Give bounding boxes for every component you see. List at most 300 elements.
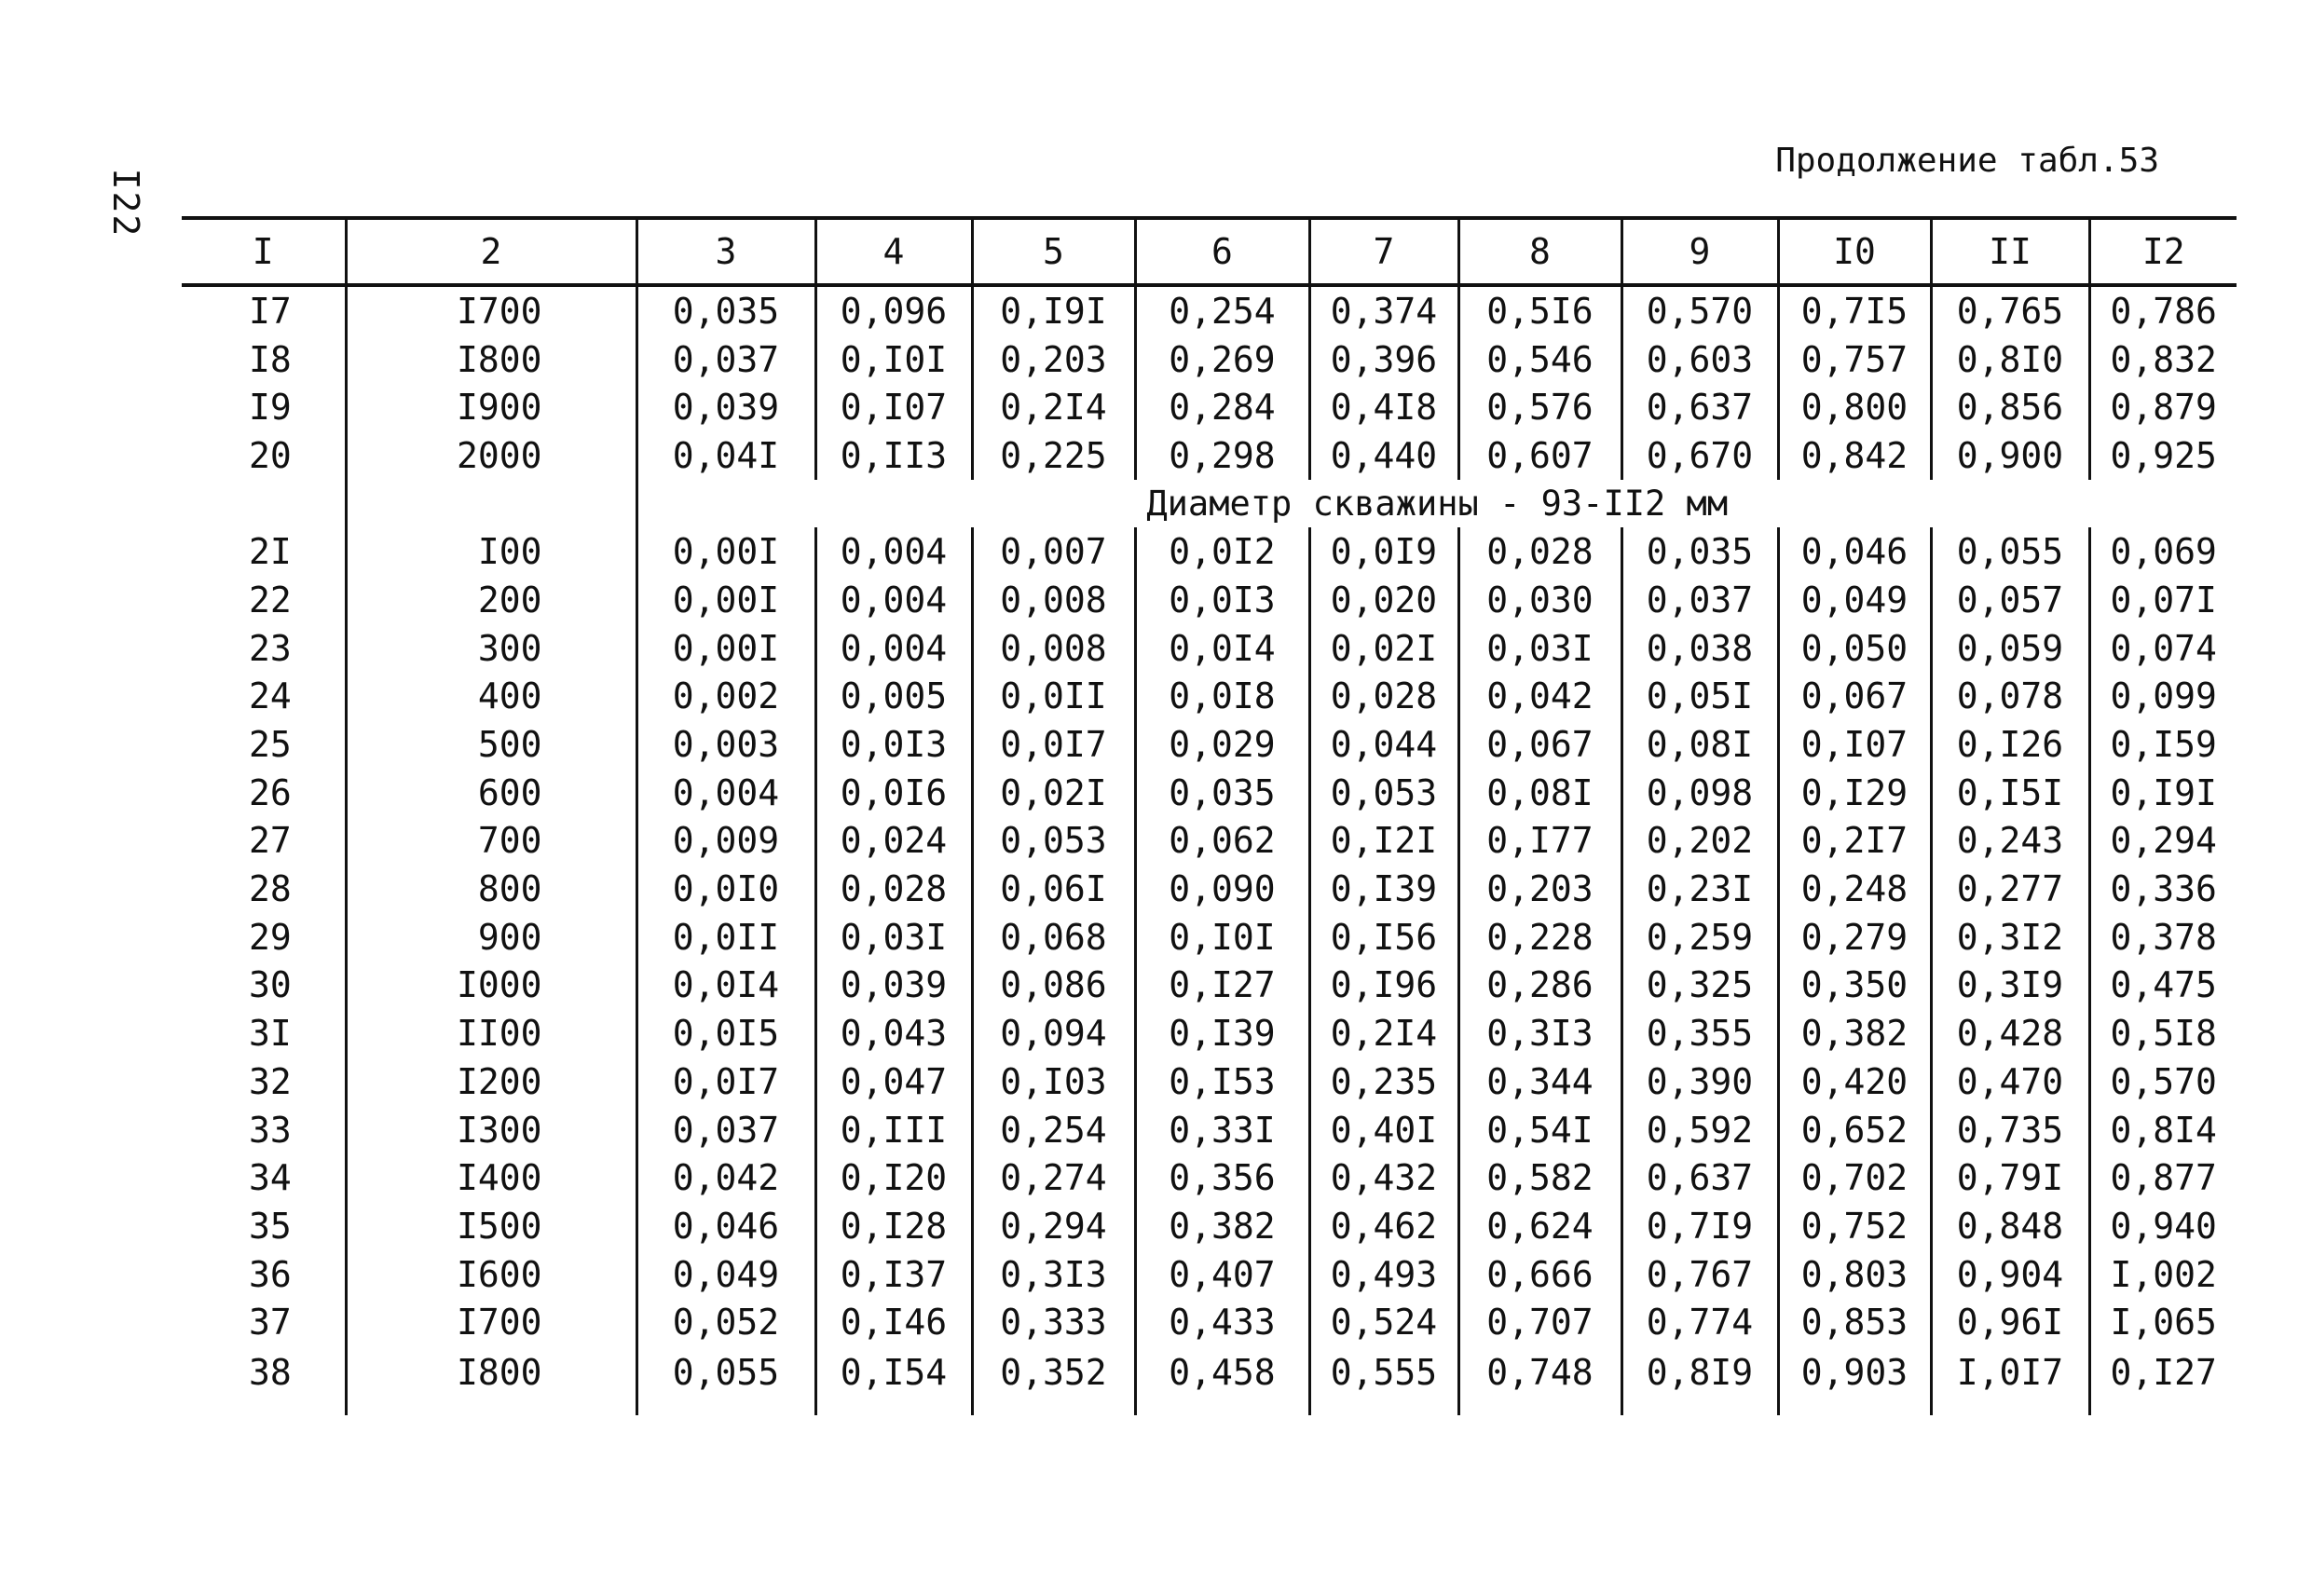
value-cell: 0,228 bbox=[1458, 913, 1621, 962]
table-row bbox=[182, 1250, 2237, 1299]
column-header: 4 bbox=[815, 218, 972, 285]
value-cell: 0,856 bbox=[1931, 383, 2089, 431]
value-cell: 0,046 bbox=[1778, 527, 1931, 576]
value-cell: 0,254 bbox=[1135, 285, 1309, 335]
depth-cell: 900 bbox=[346, 913, 636, 962]
value-cell: 0,225 bbox=[972, 431, 1135, 480]
value-cell: 0,5I8 bbox=[2089, 1009, 2237, 1057]
row-number-cell: 34 bbox=[249, 1157, 292, 1199]
value-cell: 0,202 bbox=[1621, 817, 1778, 866]
value-cell: 0,274 bbox=[972, 1153, 1135, 1202]
value-cell: 0,2I4 bbox=[972, 383, 1135, 431]
column-header: 6 bbox=[1135, 218, 1309, 285]
value-cell: 0,382 bbox=[1778, 1009, 1931, 1057]
value-cell: 0,059 bbox=[1931, 624, 2089, 673]
page-number: I22 bbox=[105, 168, 146, 239]
value-cell: 0,440 bbox=[1309, 431, 1458, 480]
table-row bbox=[182, 1057, 2237, 1106]
value-cell: 0,848 bbox=[1931, 1202, 2089, 1250]
depth-cell: I600 bbox=[346, 1250, 636, 1299]
table-row bbox=[182, 1346, 2237, 1415]
table-header bbox=[182, 218, 2237, 285]
value-cell: 0,008 bbox=[972, 576, 1135, 624]
value-cell: 0,0I8 bbox=[1135, 673, 1309, 721]
value-cell: 0,00I bbox=[636, 576, 815, 624]
table-row bbox=[182, 1298, 2237, 1346]
value-cell: 0,I5I bbox=[1931, 769, 2089, 817]
value-cell: 0,0I4 bbox=[636, 962, 815, 1010]
depth-cell: I200 bbox=[346, 1057, 636, 1106]
value-cell: 0,752 bbox=[1778, 1202, 1931, 1250]
value-cell: 0,086 bbox=[972, 962, 1135, 1010]
value-cell: 0,030 bbox=[1458, 576, 1621, 624]
value-cell: 0,0II bbox=[972, 673, 1135, 721]
value-cell: 0,053 bbox=[1309, 769, 1458, 817]
value-cell: 0,I37 bbox=[815, 1250, 972, 1299]
value-cell: 0,79I bbox=[1931, 1153, 2089, 1202]
value-cell: 0,748 bbox=[1458, 1346, 1621, 1415]
value-cell: 0,004 bbox=[815, 576, 972, 624]
value-cell: 0,254 bbox=[972, 1106, 1135, 1154]
value-cell: 0,624 bbox=[1458, 1202, 1621, 1250]
value-cell: 0,8I4 bbox=[2089, 1106, 2237, 1154]
value-cell: 0,039 bbox=[815, 962, 972, 1010]
value-cell: 0,344 bbox=[1458, 1057, 1621, 1106]
table-row bbox=[182, 913, 2237, 962]
depth-cell: I400 bbox=[346, 1153, 636, 1202]
value-cell: 0,592 bbox=[1621, 1106, 1778, 1154]
value-cell: 0,I03 bbox=[972, 1057, 1135, 1106]
depth-cell: I500 bbox=[346, 1202, 636, 1250]
value-cell: 0,0II bbox=[636, 913, 815, 962]
value-cell: 0,702 bbox=[1778, 1153, 1931, 1202]
table-row bbox=[182, 527, 2237, 576]
value-cell: 0,420 bbox=[1778, 1057, 1931, 1106]
value-cell: 0,803 bbox=[1778, 1250, 1931, 1299]
value-cell: 0,067 bbox=[1778, 673, 1931, 721]
depth-cell: I00 bbox=[346, 527, 636, 576]
value-cell: 0,0I5 bbox=[636, 1009, 815, 1057]
value-cell: 0,I46 bbox=[815, 1298, 972, 1346]
value-cell: 0,099 bbox=[2089, 673, 2237, 721]
value-cell: 0,II3 bbox=[815, 431, 972, 480]
value-cell: 0,0I7 bbox=[972, 720, 1135, 769]
value-cell: 0,0I4 bbox=[1135, 624, 1309, 673]
table-row bbox=[182, 383, 2237, 431]
table-row bbox=[182, 673, 2237, 721]
value-cell: 0,396 bbox=[1309, 335, 1458, 384]
value-cell: 0,294 bbox=[972, 1202, 1135, 1250]
value-cell: 0,004 bbox=[815, 527, 972, 576]
value-cell: 0,00I bbox=[636, 624, 815, 673]
value-cell: 0,800 bbox=[1778, 383, 1931, 431]
value-cell: 0,203 bbox=[1458, 865, 1621, 913]
value-cell: 0,069 bbox=[2089, 527, 2237, 576]
row-number-cell: 25 bbox=[249, 724, 292, 766]
depth-cell: 500 bbox=[346, 720, 636, 769]
column-header: 2 bbox=[346, 218, 636, 285]
value-cell: 0,735 bbox=[1931, 1106, 2089, 1154]
value-cell: 0,055 bbox=[1931, 527, 2089, 576]
row-number-cell: 3I bbox=[249, 1013, 292, 1055]
value-cell: 0,I39 bbox=[1135, 1009, 1309, 1057]
value-cell: 0,02I bbox=[972, 769, 1135, 817]
value-cell: 0,333 bbox=[972, 1298, 1135, 1346]
value-cell: 0,004 bbox=[636, 769, 815, 817]
row-number-cell: 22 bbox=[249, 579, 292, 621]
value-cell: 0,028 bbox=[1458, 527, 1621, 576]
value-cell: 0,428 bbox=[1931, 1009, 2089, 1057]
value-cell: 0,637 bbox=[1621, 383, 1778, 431]
value-cell: 0,I27 bbox=[2089, 1346, 2237, 1415]
row-number-cell: I9 bbox=[249, 387, 292, 429]
row-number-cell: 38 bbox=[249, 1352, 292, 1394]
column-header: I2 bbox=[2089, 218, 2237, 285]
value-cell: 0,I9I bbox=[2089, 769, 2237, 817]
value-cell: 0,336 bbox=[2089, 865, 2237, 913]
value-cell: 0,940 bbox=[2089, 1202, 2237, 1250]
value-cell: 0,096 bbox=[815, 285, 972, 335]
value-cell: 0,879 bbox=[2089, 383, 2237, 431]
column-header: 3 bbox=[636, 218, 815, 285]
value-cell: 0,374 bbox=[1309, 285, 1458, 335]
value-cell: 0,005 bbox=[815, 673, 972, 721]
value-cell: I,065 bbox=[2089, 1298, 2237, 1346]
depth-cell: I700 bbox=[346, 285, 636, 335]
value-cell: 0,074 bbox=[2089, 624, 2237, 673]
value-cell: 0,I28 bbox=[815, 1202, 972, 1250]
value-cell: 0,I26 bbox=[1931, 720, 2089, 769]
value-cell: 0,042 bbox=[636, 1153, 815, 1202]
value-cell: 0,546 bbox=[1458, 335, 1621, 384]
value-cell: 0,042 bbox=[1458, 673, 1621, 721]
value-cell: 0,062 bbox=[1135, 817, 1309, 866]
value-cell: 0,050 bbox=[1778, 624, 1931, 673]
value-cell: 0,035 bbox=[1621, 527, 1778, 576]
value-cell: 0,269 bbox=[1135, 335, 1309, 384]
depth-cell: II00 bbox=[346, 1009, 636, 1057]
depth-cell: I300 bbox=[346, 1106, 636, 1154]
value-cell: 0,2I4 bbox=[1309, 1009, 1458, 1057]
value-cell: 0,900 bbox=[1931, 431, 2089, 480]
value-cell: 0,08I bbox=[1458, 769, 1621, 817]
table-row bbox=[182, 335, 2237, 384]
depth-cell: 700 bbox=[346, 817, 636, 866]
table-body bbox=[182, 285, 2237, 1415]
value-cell: 0,757 bbox=[1778, 335, 1931, 384]
value-cell: 0,390 bbox=[1621, 1057, 1778, 1106]
column-header: II bbox=[1931, 218, 2089, 285]
row-number-cell: 36 bbox=[249, 1253, 292, 1295]
value-cell: 0,470 bbox=[1931, 1057, 2089, 1106]
value-cell: 0,670 bbox=[1621, 431, 1778, 480]
value-cell: 0,037 bbox=[636, 335, 815, 384]
depth-cell: 200 bbox=[346, 576, 636, 624]
value-cell: 0,294 bbox=[2089, 817, 2237, 866]
value-cell: 0,5I6 bbox=[1458, 285, 1621, 335]
row-number-cell: 35 bbox=[249, 1205, 292, 1247]
table-row bbox=[182, 865, 2237, 913]
value-cell: 0,I0I bbox=[815, 335, 972, 384]
depth-cell: I700 bbox=[346, 1298, 636, 1346]
value-cell: 0,044 bbox=[1309, 720, 1458, 769]
value-cell: 0,3I3 bbox=[972, 1250, 1135, 1299]
value-cell: 0,08I bbox=[1621, 720, 1778, 769]
value-cell: 0,350 bbox=[1778, 962, 1931, 1010]
value-cell: 0,I53 bbox=[1135, 1057, 1309, 1106]
value-cell: 0,279 bbox=[1778, 913, 1931, 962]
value-cell: 0,009 bbox=[636, 817, 815, 866]
row-number-cell: I7 bbox=[249, 290, 292, 332]
value-cell: 0,432 bbox=[1309, 1153, 1458, 1202]
value-cell: 0,068 bbox=[972, 913, 1135, 962]
value-cell: 0,002 bbox=[636, 673, 815, 721]
value-cell: 0,049 bbox=[636, 1250, 815, 1299]
depth-cell: 800 bbox=[346, 865, 636, 913]
value-cell: 0,7I9 bbox=[1621, 1202, 1778, 1250]
value-cell: 0,020 bbox=[1309, 576, 1458, 624]
value-cell: 0,3I2 bbox=[1931, 913, 2089, 962]
value-cell: 0,0I2 bbox=[1135, 527, 1309, 576]
depth-cell: I800 bbox=[346, 335, 636, 384]
value-cell: 0,904 bbox=[1931, 1250, 2089, 1299]
column-header: I0 bbox=[1778, 218, 1931, 285]
value-cell: 0,325 bbox=[1621, 962, 1778, 1010]
column-header: 5 bbox=[972, 218, 1135, 285]
value-cell: 0,003 bbox=[636, 720, 815, 769]
value-cell: 0,603 bbox=[1621, 335, 1778, 384]
table-row bbox=[182, 1153, 2237, 1202]
row-number-cell: 23 bbox=[249, 627, 292, 669]
value-cell: 0,355 bbox=[1621, 1009, 1778, 1057]
table-row bbox=[182, 624, 2237, 673]
value-cell: 0,765 bbox=[1931, 285, 2089, 335]
value-cell: 0,570 bbox=[2089, 1057, 2237, 1106]
value-cell: 0,33I bbox=[1135, 1106, 1309, 1154]
value-cell: 0,407 bbox=[1135, 1250, 1309, 1299]
row-number-cell: 29 bbox=[249, 916, 292, 958]
value-cell: 0,570 bbox=[1621, 285, 1778, 335]
row-number-cell: 2I bbox=[249, 531, 292, 573]
value-cell: 0,4I8 bbox=[1309, 383, 1458, 431]
value-cell: 0,0I0 bbox=[636, 865, 815, 913]
value-cell: 0,055 bbox=[636, 1346, 815, 1415]
value-cell: 0,433 bbox=[1135, 1298, 1309, 1346]
value-cell: 0,555 bbox=[1309, 1346, 1458, 1415]
value-cell: 0,00I bbox=[636, 527, 815, 576]
value-cell: 0,284 bbox=[1135, 383, 1309, 431]
row-number-cell: 33 bbox=[249, 1109, 292, 1151]
row-number-cell: I8 bbox=[249, 338, 292, 380]
value-cell: 0,259 bbox=[1621, 913, 1778, 962]
value-cell: 0,I29 bbox=[1778, 769, 1931, 817]
blank-cell bbox=[346, 480, 636, 528]
value-cell: 0,04I bbox=[636, 431, 815, 480]
table-row bbox=[182, 769, 2237, 817]
value-cell: 0,903 bbox=[1778, 1346, 1931, 1415]
value-cell: 0,I27 bbox=[1135, 962, 1309, 1010]
row-number-cell: 32 bbox=[249, 1060, 292, 1102]
value-cell: 0,03I bbox=[815, 913, 972, 962]
depth-cell: 2000 bbox=[346, 431, 636, 480]
value-cell: 0,356 bbox=[1135, 1153, 1309, 1202]
value-cell: 0,007 bbox=[972, 527, 1135, 576]
row-number-cell: 26 bbox=[249, 771, 292, 813]
value-cell: 0,I2I bbox=[1309, 817, 1458, 866]
table-row bbox=[182, 1106, 2237, 1154]
value-cell: 0,029 bbox=[1135, 720, 1309, 769]
value-cell: 0,I54 bbox=[815, 1346, 972, 1415]
value-cell: 0,0I3 bbox=[815, 720, 972, 769]
value-cell: I,0I7 bbox=[1931, 1346, 2089, 1415]
value-cell: 0,877 bbox=[2089, 1153, 2237, 1202]
value-cell: 0,004 bbox=[815, 624, 972, 673]
depth-cell: 300 bbox=[346, 624, 636, 673]
row-number-cell: 28 bbox=[249, 868, 292, 910]
value-cell: 0,046 bbox=[636, 1202, 815, 1250]
value-cell: 0,8I9 bbox=[1621, 1346, 1778, 1415]
value-cell: 0,462 bbox=[1309, 1202, 1458, 1250]
table-row bbox=[182, 576, 2237, 624]
value-cell: 0,96I bbox=[1931, 1298, 2089, 1346]
value-cell: 0,607 bbox=[1458, 431, 1621, 480]
value-cell: 0,047 bbox=[815, 1057, 972, 1106]
value-cell: 0,I96 bbox=[1309, 962, 1458, 1010]
value-cell: 0,035 bbox=[636, 285, 815, 335]
value-cell: 0,853 bbox=[1778, 1298, 1931, 1346]
column-header: 9 bbox=[1621, 218, 1778, 285]
value-cell: 0,475 bbox=[2089, 962, 2237, 1010]
value-cell: 0,382 bbox=[1135, 1202, 1309, 1250]
column-header: 8 bbox=[1458, 218, 1621, 285]
section-title: Диаметр скважины - 93-II2 мм bbox=[636, 480, 2237, 528]
value-cell: 0,043 bbox=[815, 1009, 972, 1057]
value-cell: 0,842 bbox=[1778, 431, 1931, 480]
value-cell: 0,07I bbox=[2089, 576, 2237, 624]
value-cell: 0,090 bbox=[1135, 865, 1309, 913]
value-cell: 0,052 bbox=[636, 1298, 815, 1346]
value-cell: 0,037 bbox=[1621, 576, 1778, 624]
value-cell: 0,I56 bbox=[1309, 913, 1458, 962]
value-cell: 0,I07 bbox=[815, 383, 972, 431]
value-cell: 0,243 bbox=[1931, 817, 2089, 866]
value-cell: 0,925 bbox=[2089, 431, 2237, 480]
value-cell: 0,235 bbox=[1309, 1057, 1458, 1106]
table-row bbox=[182, 1009, 2237, 1057]
value-cell: 0,024 bbox=[815, 817, 972, 866]
value-cell: 0,524 bbox=[1309, 1298, 1458, 1346]
value-cell: 0,774 bbox=[1621, 1298, 1778, 1346]
row-number-cell: 37 bbox=[249, 1302, 292, 1344]
table-caption: Продолжение табл.53 bbox=[1775, 142, 2159, 180]
value-cell: 0,493 bbox=[1309, 1250, 1458, 1299]
value-cell: 0,576 bbox=[1458, 383, 1621, 431]
value-cell: 0,049 bbox=[1778, 576, 1931, 624]
value-cell: I,002 bbox=[2089, 1250, 2237, 1299]
value-cell: 0,057 bbox=[1931, 576, 2089, 624]
value-cell: 0,54I bbox=[1458, 1106, 1621, 1154]
value-cell: 0,7I5 bbox=[1778, 285, 1931, 335]
value-cell: 0,008 bbox=[972, 624, 1135, 673]
value-cell: 0,I39 bbox=[1309, 865, 1458, 913]
value-cell: 0,III bbox=[815, 1106, 972, 1154]
value-cell: 0,094 bbox=[972, 1009, 1135, 1057]
row-number-cell: 24 bbox=[249, 675, 292, 717]
value-cell: 0,767 bbox=[1621, 1250, 1778, 1299]
value-cell: 0,028 bbox=[815, 865, 972, 913]
value-cell: 0,582 bbox=[1458, 1153, 1621, 1202]
value-cell: 0,I0I bbox=[1135, 913, 1309, 962]
value-cell: 0,23I bbox=[1621, 865, 1778, 913]
column-header: I bbox=[182, 218, 346, 285]
value-cell: 0,038 bbox=[1621, 624, 1778, 673]
value-cell: 0,666 bbox=[1458, 1250, 1621, 1299]
depth-cell: 600 bbox=[346, 769, 636, 817]
table-row bbox=[182, 1202, 2237, 1250]
value-cell: 0,378 bbox=[2089, 913, 2237, 962]
value-cell: 0,035 bbox=[1135, 769, 1309, 817]
value-cell: 0,248 bbox=[1778, 865, 1931, 913]
row-number-cell: 20 bbox=[249, 434, 292, 476]
value-cell: 0,06I bbox=[972, 865, 1135, 913]
depth-cell: I000 bbox=[346, 962, 636, 1010]
value-cell: 0,286 bbox=[1458, 962, 1621, 1010]
blank-cell bbox=[182, 480, 346, 528]
value-cell: 0,I07 bbox=[1778, 720, 1931, 769]
depth-cell: I800 bbox=[346, 1346, 636, 1415]
table-row bbox=[182, 720, 2237, 769]
value-cell: 0,05I bbox=[1621, 673, 1778, 721]
value-cell: 0,053 bbox=[972, 817, 1135, 866]
value-cell: 0,0I3 bbox=[1135, 576, 1309, 624]
value-cell: 0,2I7 bbox=[1778, 817, 1931, 866]
value-cell: 0,203 bbox=[972, 335, 1135, 384]
value-cell: 0,03I bbox=[1458, 624, 1621, 673]
row-number-cell: 30 bbox=[249, 964, 292, 1006]
column-header: 7 bbox=[1309, 218, 1458, 285]
value-cell: 0,I20 bbox=[815, 1153, 972, 1202]
value-cell: 0,832 bbox=[2089, 335, 2237, 384]
table-row bbox=[182, 962, 2237, 1010]
value-cell: 0,I77 bbox=[1458, 817, 1621, 866]
table-row bbox=[182, 817, 2237, 866]
value-cell: 0,I9I bbox=[972, 285, 1135, 335]
value-cell: 0,637 bbox=[1621, 1153, 1778, 1202]
table-row bbox=[182, 431, 2237, 480]
value-cell: 0,3I9 bbox=[1931, 962, 2089, 1010]
value-cell: 0,098 bbox=[1621, 769, 1778, 817]
value-cell: 0,40I bbox=[1309, 1106, 1458, 1154]
value-cell: 0,786 bbox=[2089, 285, 2237, 335]
data-table bbox=[182, 216, 2237, 1415]
value-cell: 0,I59 bbox=[2089, 720, 2237, 769]
value-cell: 0,352 bbox=[972, 1346, 1135, 1415]
value-cell: 0,8I0 bbox=[1931, 335, 2089, 384]
depth-cell: 400 bbox=[346, 673, 636, 721]
value-cell: 0,3I3 bbox=[1458, 1009, 1621, 1057]
value-cell: 0,0I7 bbox=[636, 1057, 815, 1106]
value-cell: 0,028 bbox=[1309, 673, 1458, 721]
value-cell: 0,0I6 bbox=[815, 769, 972, 817]
value-cell: 0,037 bbox=[636, 1106, 815, 1154]
depth-cell: I900 bbox=[346, 383, 636, 431]
value-cell: 0,02I bbox=[1309, 624, 1458, 673]
value-cell: 0,707 bbox=[1458, 1298, 1621, 1346]
value-cell: 0,039 bbox=[636, 383, 815, 431]
value-cell: 0,067 bbox=[1458, 720, 1621, 769]
value-cell: 0,458 bbox=[1135, 1346, 1309, 1415]
value-cell: 0,277 bbox=[1931, 865, 2089, 913]
